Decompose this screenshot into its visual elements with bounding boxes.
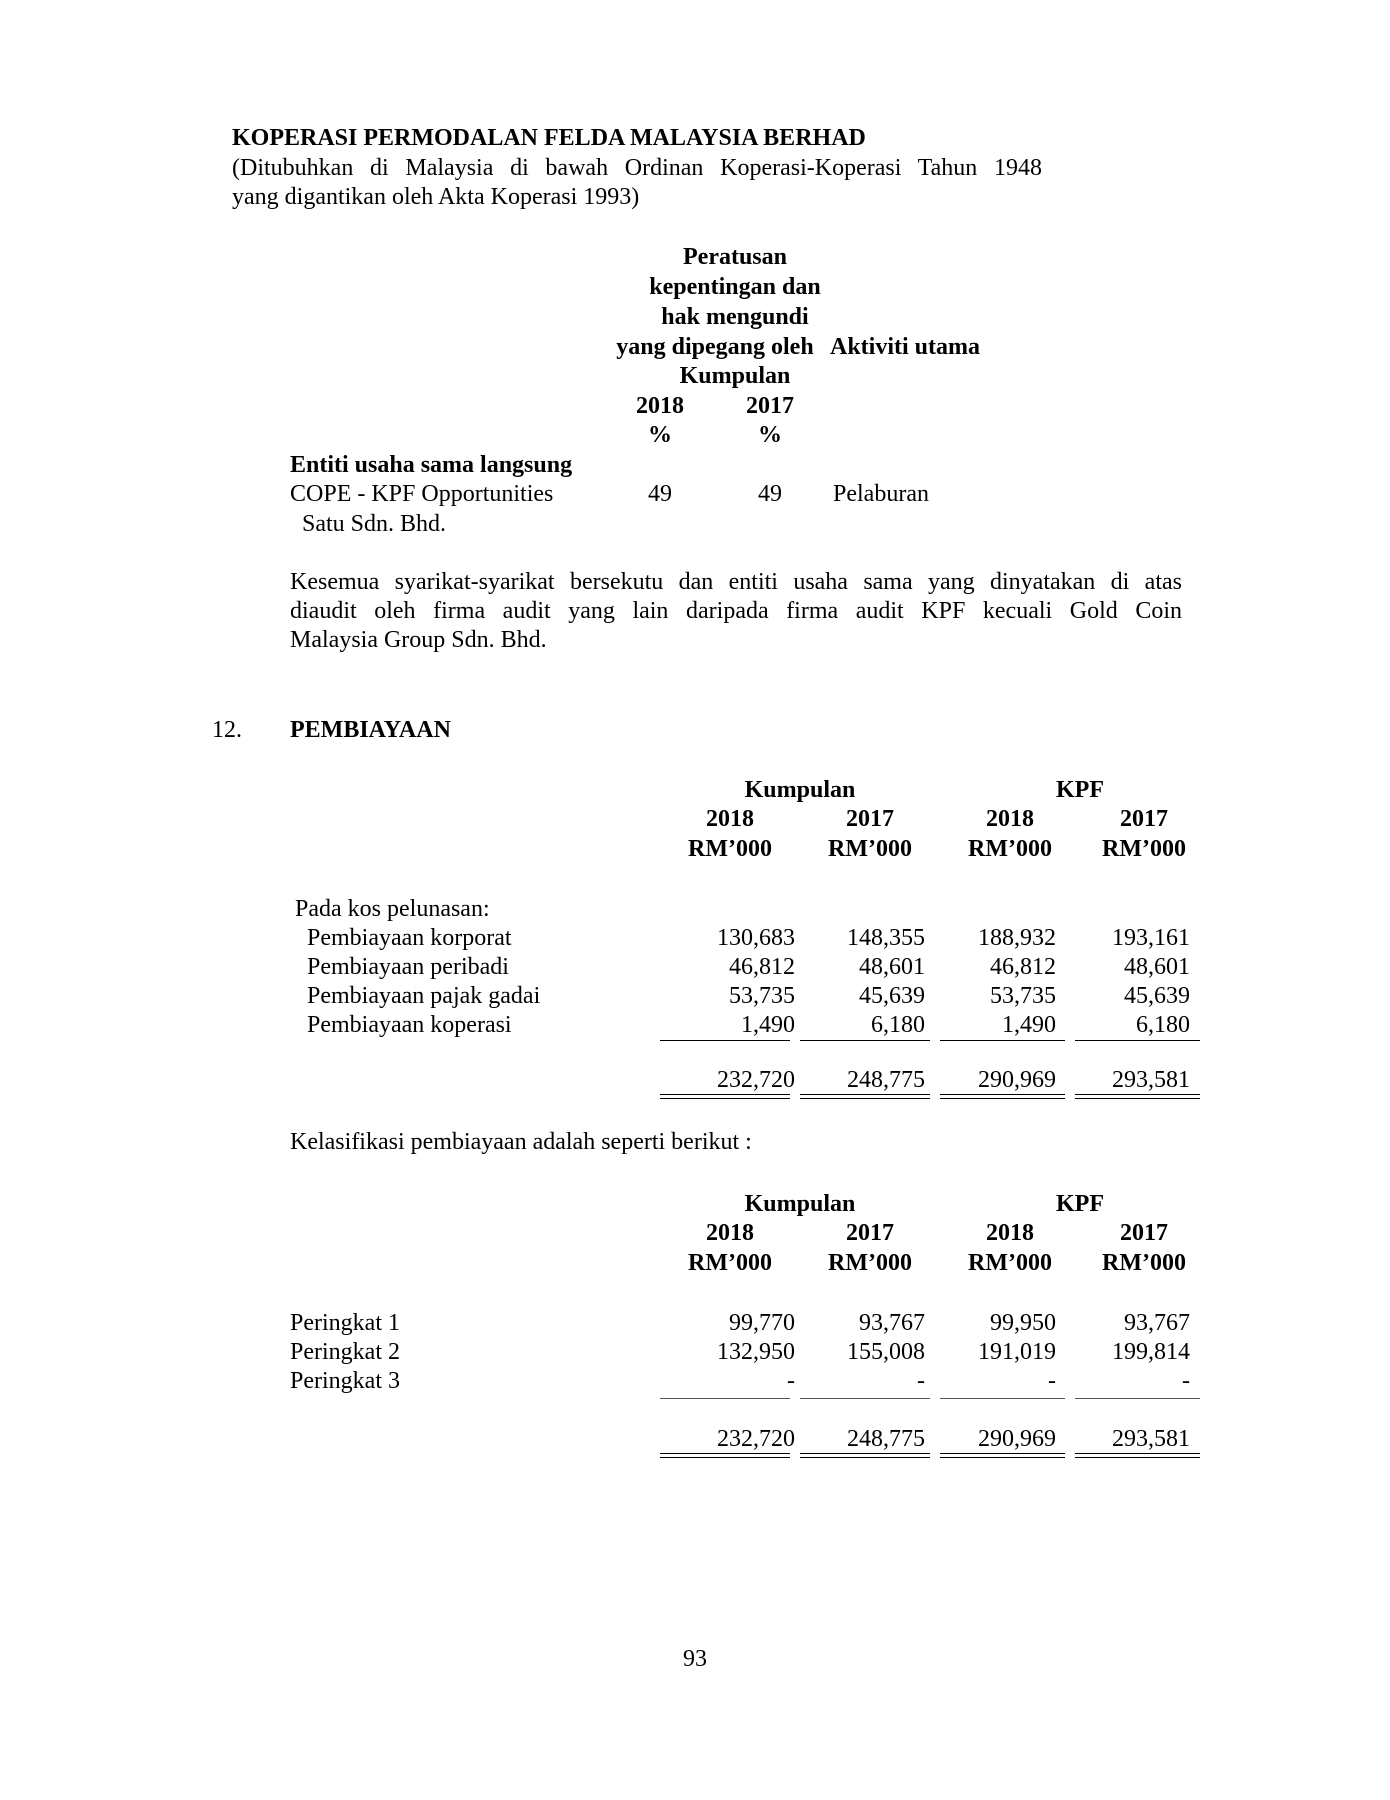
- jv-section-title: Entiti usaha sama langsung: [290, 452, 573, 478]
- t1-total-cell: 232,720: [717, 1067, 795, 1093]
- t2-row-label: Peringkat 2: [290, 1339, 400, 1365]
- t1-unit-col2: RM’000: [828, 836, 912, 862]
- t1-cell: 193,161: [1112, 925, 1190, 951]
- t1-year-col3: 2018: [986, 806, 1034, 832]
- t1-cell: 45,639: [1124, 983, 1190, 1009]
- t1-cell: 45,639: [859, 983, 925, 1009]
- section-number: 12.: [212, 717, 242, 743]
- t2-group-kumpulan: Kumpulan: [744, 1191, 856, 1217]
- jv-year-2018: 2018: [636, 393, 684, 419]
- jv-activity: Pelaburan: [833, 481, 929, 507]
- t1-cell: 53,735: [990, 983, 1056, 1009]
- t2-year-col3: 2018: [986, 1220, 1034, 1246]
- t1-cell: 46,812: [990, 954, 1056, 980]
- t2-subtotal-rule: [1075, 1398, 1200, 1399]
- t1-cell: 53,735: [729, 983, 795, 1009]
- t2-unit-col4: RM’000: [1102, 1250, 1186, 1276]
- t2-total-cell: 232,720: [717, 1426, 795, 1452]
- t1-row-label: Pembiayaan peribadi: [307, 954, 509, 980]
- t1-cell: 148,355: [847, 925, 925, 951]
- t2-unit-col1: RM’000: [688, 1250, 772, 1276]
- t1-subtotal-rule: [940, 1040, 1065, 1041]
- company-subtitle-line2: yang digantikan oleh Akta Koperasi 1993): [232, 184, 640, 210]
- jv-activity-heading: Aktiviti utama: [830, 334, 980, 360]
- t2-cell: 155,008: [847, 1339, 925, 1365]
- t1-cell: 6,180: [871, 1012, 925, 1038]
- jv-unit-2017: %: [758, 422, 782, 448]
- t2-cell: 99,770: [729, 1310, 795, 1336]
- t2-total-double-rule: [800, 1453, 930, 1458]
- t2-cell: 199,814: [1112, 1339, 1190, 1365]
- note-paragraph-line1: Kesemua syarikat-syarikat bersekutu dan entiti usaha sama yang dinyatakan di atas: [290, 569, 1182, 595]
- t1-cell: 130,683: [717, 925, 795, 951]
- jv-heading-line2: kepentingan dan: [649, 274, 821, 300]
- t2-cell: -: [787, 1368, 795, 1394]
- t1-cell: 46,812: [729, 954, 795, 980]
- t2-row-label: Peringkat 3: [290, 1368, 400, 1394]
- t1-cell: 48,601: [859, 954, 925, 980]
- t1-row-label: Pembiayaan pajak gadai: [307, 983, 541, 1009]
- note-paragraph-line2: diaudit oleh firma audit yang lain daripada firma audit KPF kecuali Gold Coin: [290, 598, 1182, 624]
- t1-total-double-rule: [1075, 1094, 1200, 1099]
- t2-total-double-rule: [660, 1453, 790, 1458]
- t2-year-col4: 2017: [1120, 1220, 1168, 1246]
- t1-total-double-rule: [940, 1094, 1065, 1099]
- t1-row-label: Pembiayaan korporat: [307, 925, 512, 951]
- t1-group-kumpulan: Kumpulan: [744, 777, 856, 803]
- classification-text: Kelasifikasi pembiayaan adalah seperti berikut :: [290, 1129, 752, 1155]
- section-title: PEMBIAYAAN: [290, 717, 451, 743]
- t2-cell: 93,767: [859, 1310, 925, 1336]
- company-subtitle-line1: (Ditubuhkan di Malaysia di bawah Ordinan Koperasi-Koperasi Tahun 1948: [232, 155, 1042, 181]
- t2-subtotal-rule: [940, 1398, 1065, 1399]
- t1-unit-col1: RM’000: [688, 836, 772, 862]
- t1-cell: 188,932: [978, 925, 1056, 951]
- t1-subtotal-rule: [660, 1040, 790, 1041]
- t2-cell: -: [1182, 1368, 1190, 1394]
- note-paragraph-line3: Malaysia Group Sdn. Bhd.: [290, 627, 547, 653]
- t1-subtotal-rule: [800, 1040, 930, 1041]
- t2-unit-col3: RM’000: [968, 1250, 1052, 1276]
- page-number: 93: [683, 1646, 707, 1672]
- t2-row-label: Peringkat 1: [290, 1310, 400, 1336]
- t2-cell: -: [1048, 1368, 1056, 1394]
- t2-cell: 93,767: [1124, 1310, 1190, 1336]
- t1-total-double-rule: [660, 1094, 790, 1099]
- t2-cell: 132,950: [717, 1339, 795, 1365]
- t1-cell: 1,490: [1002, 1012, 1056, 1038]
- t1-total-double-rule: [800, 1094, 930, 1099]
- t2-total-cell: 293,581: [1112, 1426, 1190, 1452]
- t1-caption: Pada kos pelunasan:: [295, 896, 490, 922]
- t2-total-double-rule: [1075, 1453, 1200, 1458]
- t1-group-kpf: KPF: [1056, 777, 1104, 803]
- jv-value-2017: 49: [758, 481, 782, 507]
- t1-year-col2: 2017: [846, 806, 894, 832]
- t2-subtotal-rule: [800, 1398, 930, 1399]
- t1-cell: 1,490: [741, 1012, 795, 1038]
- t1-total-cell: 293,581: [1112, 1067, 1190, 1093]
- jv-heading-line3: hak mengundi: [661, 304, 809, 330]
- jv-unit-2018: %: [648, 422, 672, 448]
- t1-subtotal-rule: [1075, 1040, 1200, 1041]
- t2-cell: 99,950: [990, 1310, 1056, 1336]
- jv-value-2018: 49: [648, 481, 672, 507]
- t2-total-double-rule: [940, 1453, 1065, 1458]
- t1-unit-col4: RM’000: [1102, 836, 1186, 862]
- t2-cell: 191,019: [978, 1339, 1056, 1365]
- jv-heading-line1: Peratusan: [683, 244, 787, 270]
- jv-entity-name-line2: Satu Sdn. Bhd.: [302, 511, 447, 537]
- t2-cell: -: [917, 1368, 925, 1394]
- t2-total-cell: 290,969: [978, 1426, 1056, 1452]
- company-name: KOPERASI PERMODALAN FELDA MALAYSIA BERHAD: [232, 125, 866, 151]
- t1-row-label: Pembiayaan koperasi: [307, 1012, 512, 1038]
- t2-group-kpf: KPF: [1056, 1191, 1104, 1217]
- t2-unit-col2: RM’000: [828, 1250, 912, 1276]
- t2-year-col1: 2018: [706, 1220, 754, 1246]
- t1-year-col1: 2018: [706, 806, 754, 832]
- jv-heading-line5: Kumpulan: [679, 363, 791, 389]
- t2-subtotal-rule: [660, 1398, 790, 1399]
- t1-total-cell: 248,775: [847, 1067, 925, 1093]
- t1-cell: 48,601: [1124, 954, 1190, 980]
- t1-unit-col3: RM’000: [968, 836, 1052, 862]
- t1-cell: 6,180: [1136, 1012, 1190, 1038]
- t1-total-cell: 290,969: [978, 1067, 1056, 1093]
- t2-year-col2: 2017: [846, 1220, 894, 1246]
- t2-total-cell: 248,775: [847, 1426, 925, 1452]
- jv-heading-line4: yang dipegang oleh: [616, 334, 814, 360]
- jv-year-2017: 2017: [746, 393, 794, 419]
- jv-entity-name-line1: COPE - KPF Opportunities: [290, 481, 554, 507]
- t1-year-col4: 2017: [1120, 806, 1168, 832]
